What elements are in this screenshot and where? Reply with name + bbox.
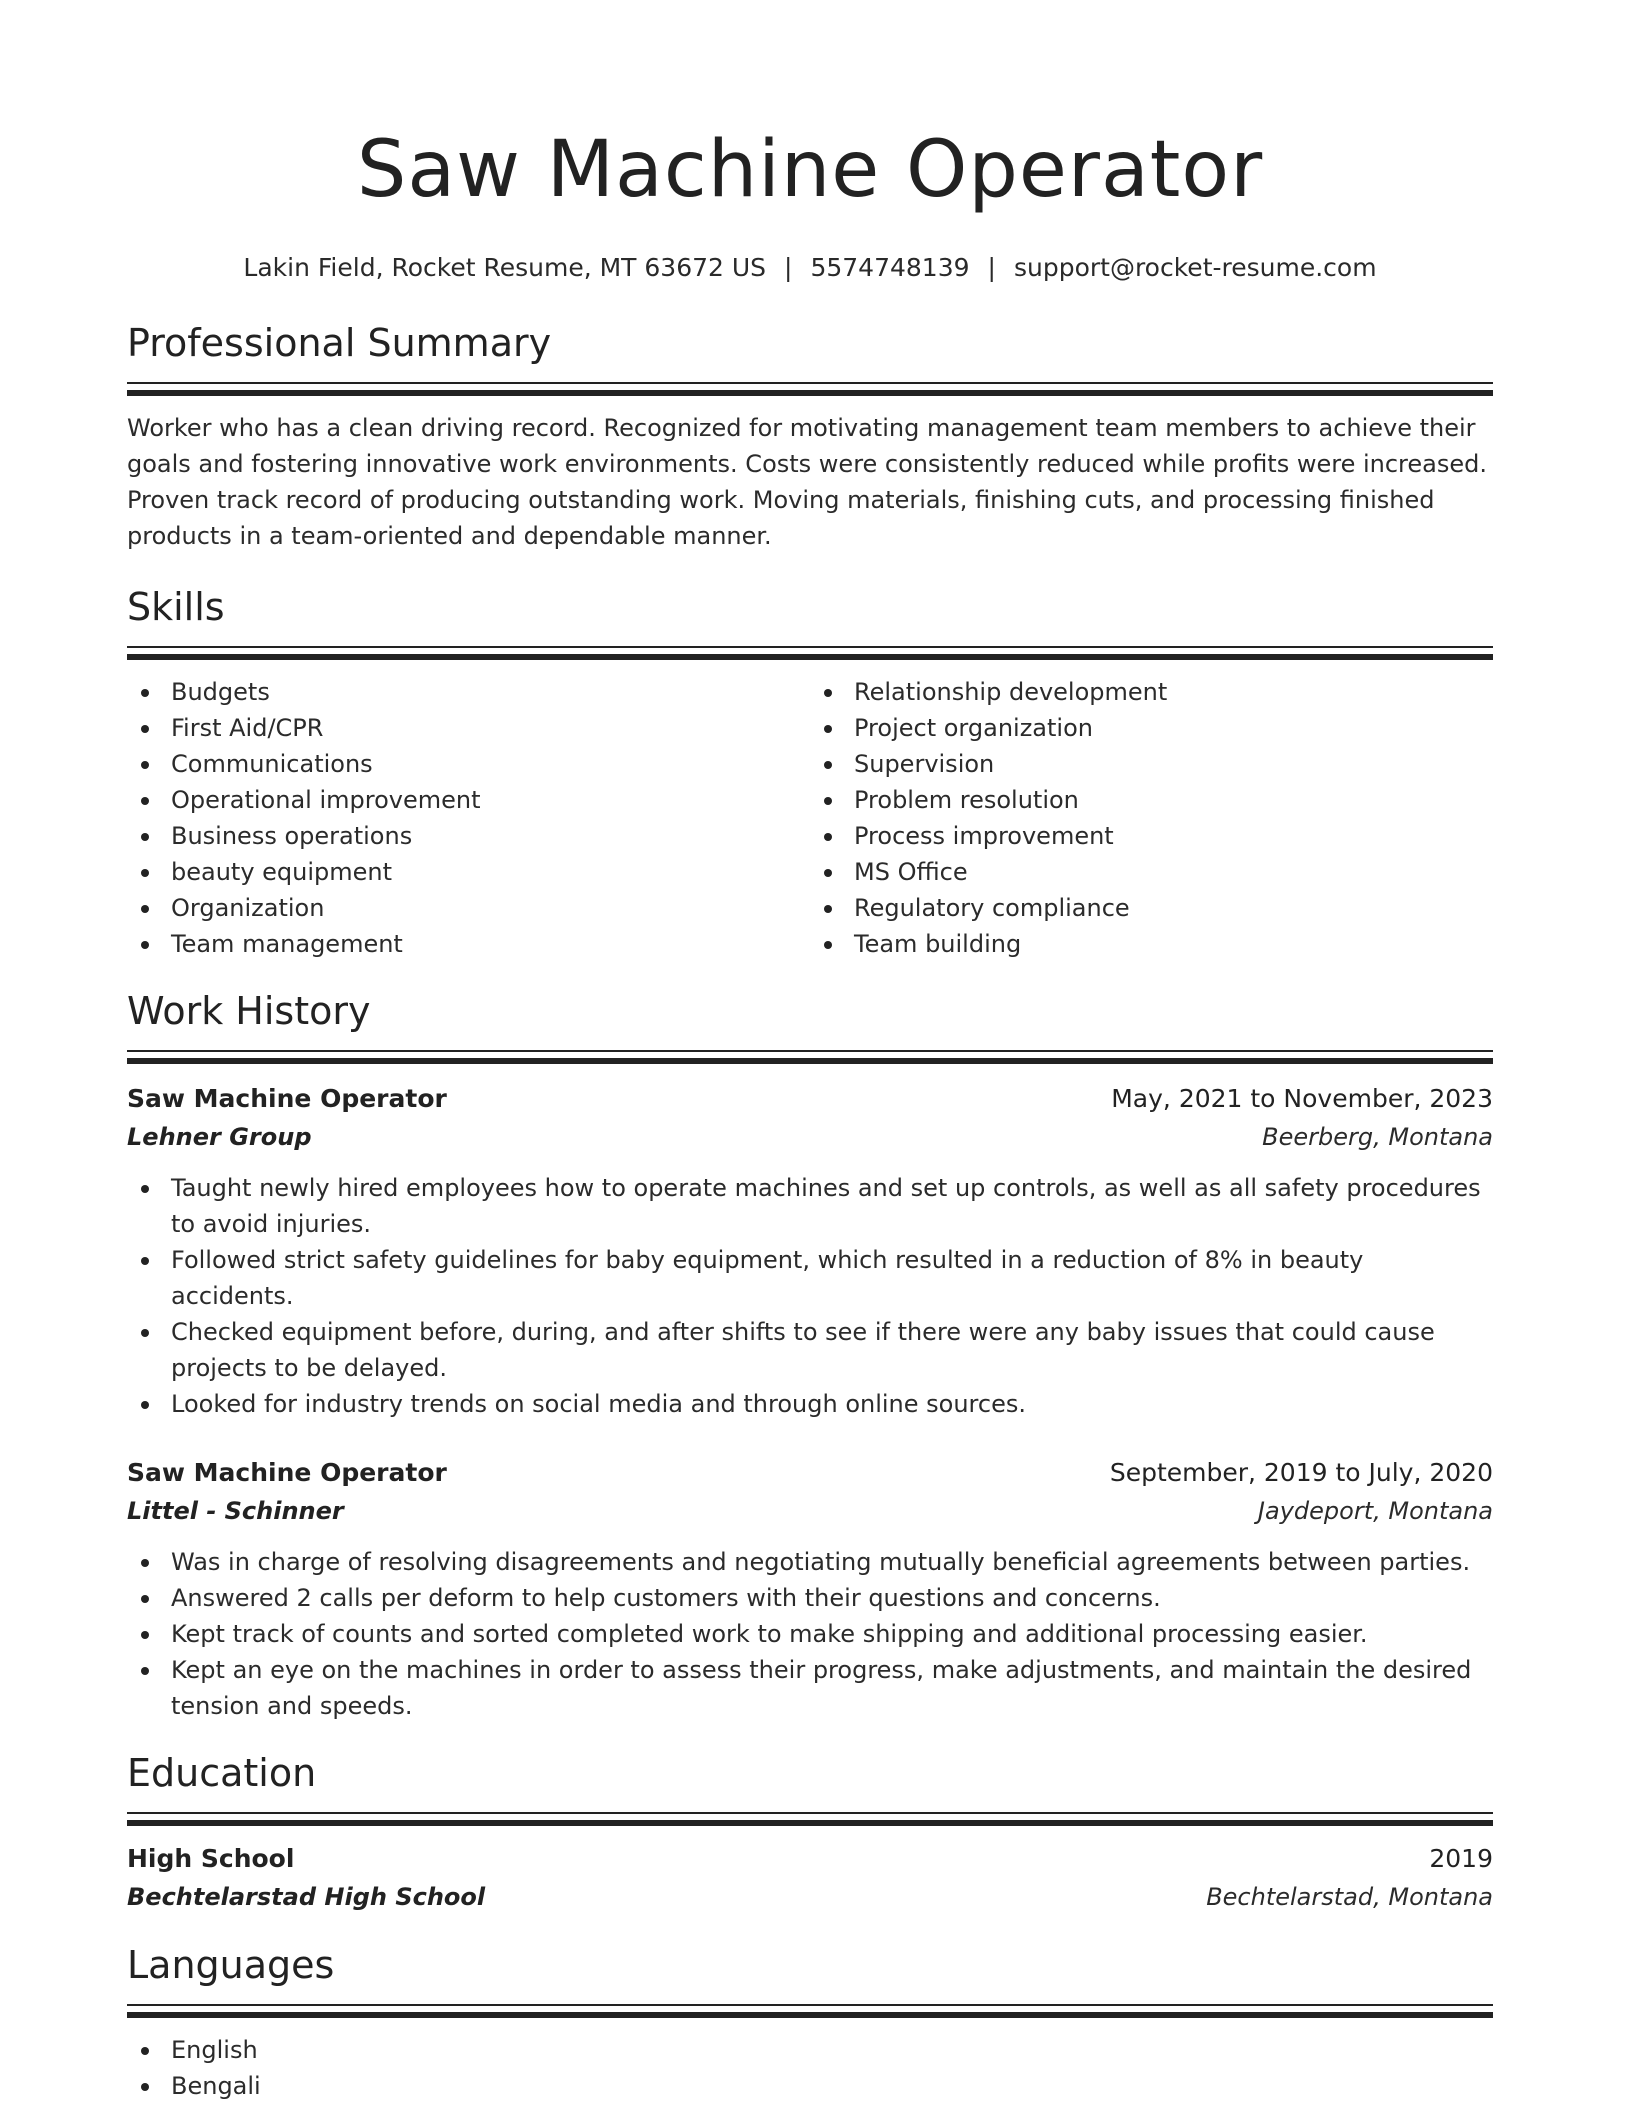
- section-divider: [127, 382, 1493, 396]
- job-bullet: Answered 2 calls per deform to help customers with their questions and concerns.: [127, 1580, 1493, 1616]
- skill-item: Budgets: [127, 674, 810, 710]
- job-location: Jaydeport, Montana: [1257, 1497, 1493, 1525]
- job-bullet: Kept an eye on the machines in order to assess their progress, make adjustments, and maintain the desired tension and speeds.: [127, 1652, 1493, 1724]
- job-header: [127, 1454, 1493, 1492]
- skill-item: Business operations: [127, 818, 810, 854]
- contact-phone: 5574748139: [810, 253, 970, 282]
- contact-separator: |: [987, 253, 996, 282]
- contact-line: [127, 250, 1493, 286]
- section-divider: [127, 1812, 1493, 1826]
- skill-item: Project organization: [810, 710, 1493, 746]
- contact-separator: |: [784, 253, 793, 282]
- skill-item: Organization: [127, 890, 810, 926]
- section-heading-languages: Languages: [127, 1943, 335, 1987]
- skill-item: Process improvement: [810, 818, 1493, 854]
- section-divider: [127, 646, 1493, 660]
- job-subheader: [127, 1118, 1493, 1156]
- education-section: [127, 1748, 1493, 1916]
- job-bullets: [127, 1170, 1493, 1422]
- job-entry: [127, 1454, 1493, 1724]
- education-year: 2019: [1429, 1844, 1493, 1873]
- section-heading-skills: Skills: [127, 585, 225, 629]
- section-heading-education: Education: [127, 1751, 317, 1795]
- education-degree: High School: [127, 1844, 295, 1873]
- language-item: Bengali: [127, 2068, 1493, 2104]
- job-dates: May, 2021 to November, 2023: [1111, 1084, 1493, 1113]
- work-history-section: [127, 986, 1493, 1724]
- education-entry: [127, 1840, 1493, 1916]
- skills-section: [127, 582, 1493, 962]
- resume-title: Saw Machine Operator: [356, 125, 1264, 215]
- skill-item: Team management: [127, 926, 810, 962]
- section-divider: [127, 1050, 1493, 1064]
- skill-item: Problem resolution: [810, 782, 1493, 818]
- job-subheader: [127, 1492, 1493, 1530]
- resume-page: [127, 0, 1493, 2104]
- skills-columns: [127, 674, 1493, 962]
- languages-list: [127, 2032, 1493, 2104]
- job-title: Saw Machine Operator: [127, 1458, 447, 1487]
- job-bullet: Taught newly hired employees how to operate machines and set up controls, as well as all safety procedures to avoid injuries.: [127, 1170, 1493, 1242]
- job-location: Beerberg, Montana: [1262, 1123, 1493, 1151]
- languages-section: [127, 1940, 1493, 2104]
- skills-list-left: [127, 674, 810, 962]
- skill-item: Operational improvement: [127, 782, 810, 818]
- skill-item: Communications: [127, 746, 810, 782]
- skill-item: MS Office: [810, 854, 1493, 890]
- skill-item: Supervision: [810, 746, 1493, 782]
- section-heading-work-history: Work History: [127, 989, 371, 1033]
- education-header: [127, 1840, 1493, 1878]
- skill-item: First Aid/CPR: [127, 710, 810, 746]
- summary-section: [127, 318, 1493, 554]
- skill-item: Relationship development: [810, 674, 1493, 710]
- job-bullet: Checked equipment before, during, and after shifts to see if there were any baby issues that could cause projects to be delayed.: [127, 1314, 1493, 1386]
- section-heading-summary: Professional Summary: [127, 321, 552, 365]
- contact-email[interactable]: support@rocket-resume.com: [1013, 253, 1377, 282]
- section-divider: [127, 2004, 1493, 2018]
- job-title: Saw Machine Operator: [127, 1084, 447, 1113]
- job-bullet: Was in charge of resolving disagreements and negotiating mutually beneficial agreements between parties.: [127, 1544, 1493, 1580]
- job-header: [127, 1080, 1493, 1118]
- education-subheader: [127, 1878, 1493, 1916]
- job-company: Lehner Group: [127, 1123, 312, 1151]
- summary-text: Worker who has a clean driving record. Recognized for motivating management team members to achieve their goals and fostering innovative work environments. Costs were consistently reduced while profits were increased. Proven track record of producing outstanding work. Moving materials, finishing cuts, and processing finished products in a team-oriented and dependable manner.: [127, 414, 1487, 550]
- contact-address: Lakin Field, Rocket Resume, MT 63672 US: [243, 253, 767, 282]
- education-school: Bechtelarstad High School: [127, 1883, 486, 1911]
- skills-list-right: [810, 674, 1493, 962]
- skill-item: beauty equipment: [127, 854, 810, 890]
- job-company: Littel - Schinner: [127, 1497, 344, 1525]
- job-bullets: [127, 1544, 1493, 1724]
- job-bullet: Kept track of counts and sorted completed work to make shipping and additional processing easier.: [127, 1616, 1493, 1652]
- job-dates: September, 2019 to July, 2020: [1109, 1458, 1493, 1487]
- skill-item: Team building: [810, 926, 1493, 962]
- skill-item: Regulatory compliance: [810, 890, 1493, 926]
- language-item: English: [127, 2032, 1493, 2068]
- job-entry: [127, 1080, 1493, 1422]
- job-bullet: Followed strict safety guidelines for baby equipment, which resulted in a reduction of 8% in beauty accidents.: [127, 1242, 1493, 1314]
- education-location: Bechtelarstad, Montana: [1206, 1883, 1493, 1911]
- job-bullet: Looked for industry trends on social media and through online sources.: [127, 1386, 1493, 1422]
